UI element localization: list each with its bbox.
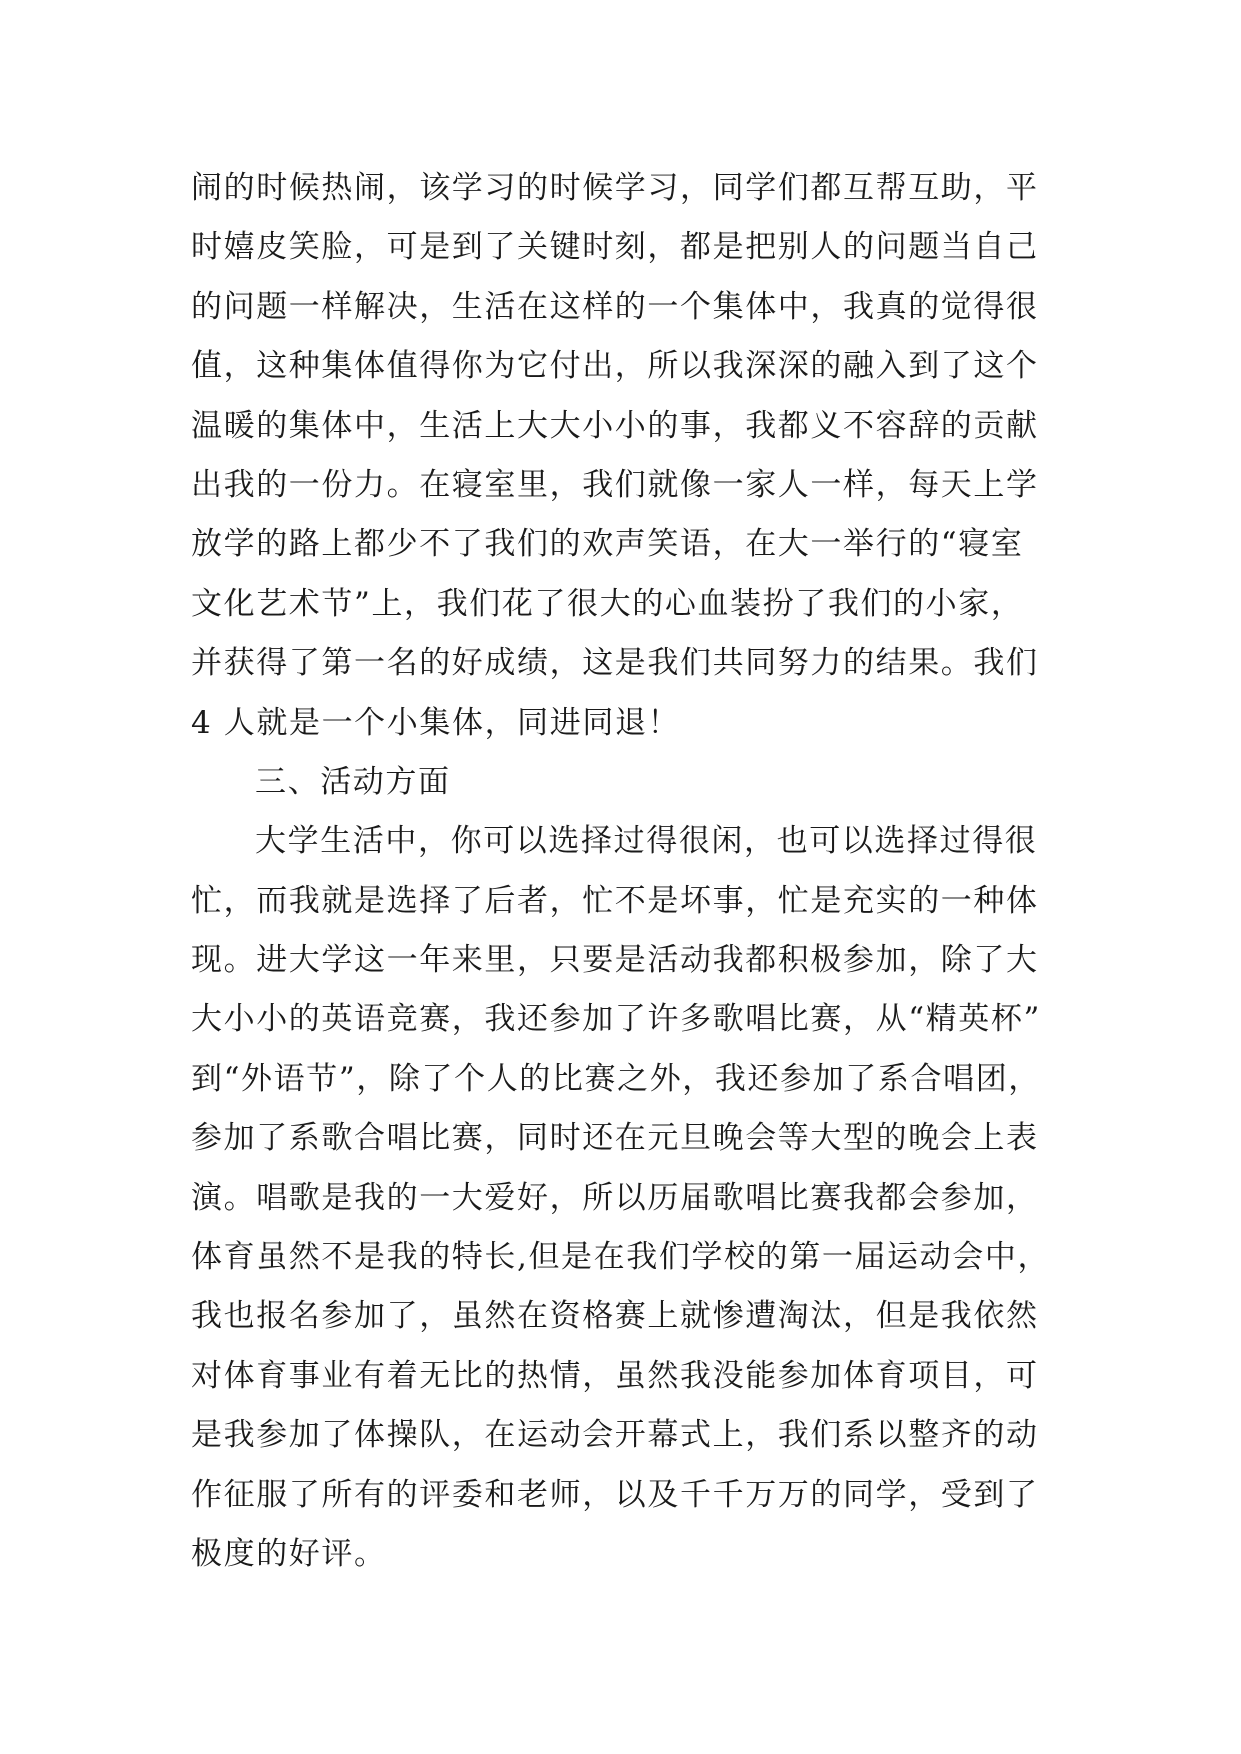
- text-line: 对体育事业有着无比的热情，虽然我没能参加体育项目，可: [191, 1357, 1039, 1394]
- text-line: 大小小的英语竞赛，我还参加了许多歌唱比赛，从“精英杯”: [191, 1001, 1041, 1038]
- text-line: 出我的一份力。在寝室里，我们就像一家人一样，每天上学: [191, 466, 1039, 503]
- text-line: 我也报名参加了，虽然在资格赛上就惨遭淘汰，但是我依然: [191, 1298, 1039, 1335]
- text-line: 现。进大学这一年来里，只要是活动我都积极参加，除了大: [191, 942, 1039, 979]
- text-line: 演。唱歌是我的一大爱好，所以历届歌唱比赛我都会参加，: [191, 1179, 1039, 1216]
- text-line: 参加了系歌合唱比赛，同时还在元旦晚会等大型的晚会上表: [191, 1120, 1039, 1157]
- text-line: 闹的时候热闹，该学习的时候学习，同学们都互帮互助，平: [191, 170, 1039, 206]
- text-line: 体育虽然不是我的特长,但是在我们学校的第一届运动会中，: [191, 1239, 1051, 1276]
- text-line: 并获得了第一名的好成绩，这是我们共同努力的结果。我们: [191, 645, 1039, 682]
- text-line: 时嬉皮笑脸，可是到了关键时刻，都是把别人的问题当自己: [191, 229, 1039, 266]
- text-line: 放学的路上都少不了我们的欢声笑语，在大一举行的“寝室: [191, 526, 1024, 563]
- text-line: 到“外语节”，除了个人的比赛之外，我还参加了系合唱团，: [191, 1060, 1041, 1097]
- text-line: 的问题一样解决，生活在这样的一个集体中，我真的觉得很: [191, 288, 1039, 325]
- section-heading: 三、活动方面: [255, 763, 451, 800]
- body-text: [191, 159, 1051, 1584]
- text-line: 大学生活中，你可以选择过得很闲，也可以选择过得很: [255, 823, 1038, 860]
- text-line: 忙，而我就是选择了后者，忙不是坏事，忙是充实的一种体: [191, 882, 1039, 919]
- text-line: 值，这种集体值得你为它付出，所以我深深的融入到了这个: [191, 348, 1039, 385]
- text-line: 是我参加了体操队，在运动会开幕式上，我们系以整齐的动: [191, 1417, 1039, 1454]
- paragraph-dorm-life: [191, 159, 1051, 753]
- paragraph-activities: [191, 812, 1051, 1584]
- text-line: 作征服了所有的评委和老师，以及千千万万的同学，受到了: [191, 1476, 1039, 1513]
- text-line: 温暖的集体中，生活上大大小小的事，我都义不容辞的贡献: [191, 407, 1039, 444]
- text-line: 4 人就是一个小集体，同进同退！: [191, 704, 681, 741]
- text-line: 文化艺术节”上，我们花了很大的心血装扮了我们的小家，: [191, 585, 1024, 622]
- text-line: 极度的好评。: [191, 1535, 387, 1572]
